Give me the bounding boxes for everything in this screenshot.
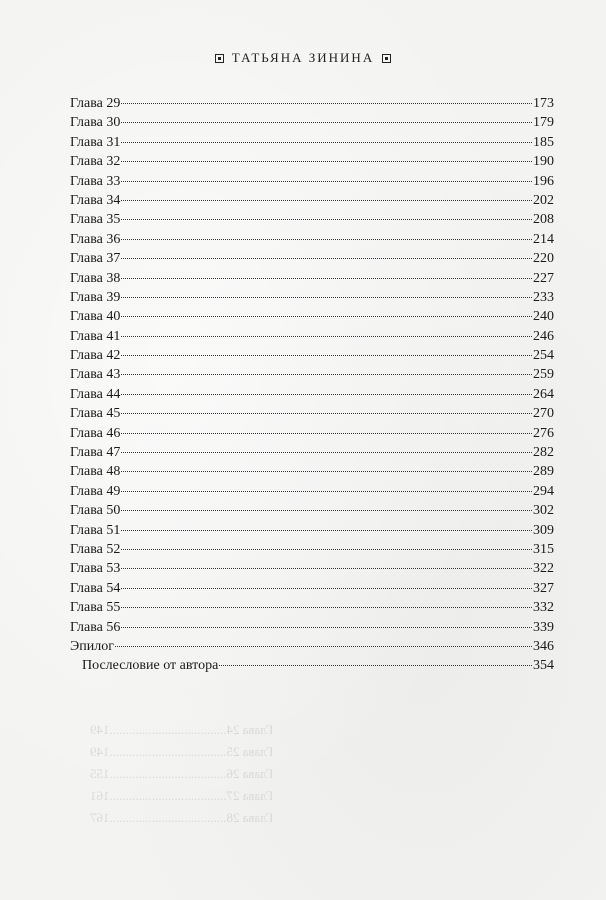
show-through-text: Глава 27....................................161 — [90, 788, 274, 803]
toc-entry-page: 354 — [533, 658, 554, 674]
dot-leader — [121, 491, 532, 492]
dot-leader — [121, 627, 532, 628]
toc-entry-page: 346 — [533, 638, 554, 654]
toc-entry-page: 327 — [533, 580, 554, 596]
toc-entry-page: 302 — [533, 503, 554, 519]
toc-entry — [70, 230, 554, 249]
toc-entry — [70, 443, 554, 462]
toc-entry-title: Глава 33 — [70, 173, 121, 189]
toc-entry-title: Глава 46 — [70, 425, 121, 441]
ornament-icon — [215, 54, 224, 63]
toc-entry-page: 254 — [533, 348, 554, 364]
toc-entry — [70, 346, 554, 365]
toc-entry-title: Глава 32 — [70, 154, 121, 170]
toc-entry-title: Глава 52 — [70, 541, 121, 557]
toc-entry-page: 185 — [533, 134, 554, 150]
toc-entry — [70, 501, 554, 520]
toc-entry-title: Глава 56 — [70, 619, 121, 635]
toc-entry-page: 227 — [533, 270, 554, 286]
toc-entry-title: Глава 44 — [70, 386, 121, 402]
ornament-icon — [382, 54, 391, 63]
toc-entry — [70, 579, 554, 598]
toc-entry — [70, 462, 554, 481]
toc-entry — [70, 521, 554, 540]
toc-entry — [70, 269, 554, 288]
toc-entry — [70, 133, 554, 152]
toc-entry-page: 259 — [533, 367, 554, 383]
show-through-text: Глава 26....................................155 — [90, 766, 274, 781]
toc-entry — [70, 172, 554, 191]
dot-leader — [121, 239, 532, 240]
toc-entry-title: Глава 31 — [70, 134, 121, 150]
toc-entry-title: Глава 47 — [70, 445, 121, 461]
toc-entry — [70, 94, 554, 113]
dot-leader — [121, 181, 532, 182]
dot-leader — [121, 316, 532, 317]
toc-entry — [70, 365, 554, 384]
toc-entry-title: Глава 53 — [70, 561, 121, 577]
dot-leader — [121, 122, 532, 123]
toc-entry-page: 214 — [533, 231, 554, 247]
toc-entry-title: Глава 49 — [70, 483, 121, 499]
toc-entry-page: 309 — [533, 522, 554, 538]
table-of-contents — [70, 94, 554, 676]
toc-entry-title: Глава 41 — [70, 328, 121, 344]
dot-leader — [121, 588, 532, 589]
toc-entry — [70, 327, 554, 346]
toc-entry-title: Глава 42 — [70, 348, 121, 364]
toc-entry-title: Глава 29 — [70, 96, 121, 111]
toc-entry-page: 322 — [533, 561, 554, 577]
show-through-text: Глава 28....................................167 — [90, 810, 274, 825]
toc-entry-page: 294 — [533, 483, 554, 499]
toc-entry — [70, 482, 554, 501]
toc-entry-title: Глава 38 — [70, 270, 121, 286]
toc-entry — [70, 385, 554, 404]
dot-leader — [121, 568, 532, 569]
toc-entry-title: Глава 40 — [70, 309, 121, 325]
toc-entry-page: 233 — [533, 289, 554, 305]
toc-entry-page: 202 — [533, 192, 554, 208]
dot-leader — [115, 646, 532, 647]
toc-entry-title: Глава 30 — [70, 115, 121, 131]
toc-entry-page: 220 — [533, 251, 554, 267]
toc-entry-page: 208 — [533, 212, 554, 228]
toc-entry-title: Глава 35 — [70, 212, 121, 228]
toc-entry-page: 339 — [533, 619, 554, 635]
toc-entry-page: 276 — [533, 425, 554, 441]
dot-leader — [121, 374, 532, 375]
dot-leader — [121, 278, 532, 279]
toc-entry — [70, 618, 554, 637]
dot-leader — [121, 103, 532, 104]
dot-leader — [121, 394, 532, 395]
toc-entry-page: 332 — [533, 600, 554, 616]
toc-entry-page: 264 — [533, 386, 554, 402]
toc-entry-title: Эпилог — [70, 638, 114, 654]
toc-entry-page: 282 — [533, 445, 554, 461]
dot-leader — [121, 161, 532, 162]
dot-leader — [219, 665, 532, 666]
toc-entry — [70, 288, 554, 307]
toc-entry-page: 179 — [533, 115, 554, 131]
dot-leader — [121, 297, 532, 298]
dot-leader — [121, 413, 532, 414]
show-through-text: Глава 25....................................149 — [90, 744, 274, 759]
dot-leader — [121, 336, 532, 337]
dot-leader — [121, 607, 532, 608]
running-header — [0, 50, 606, 66]
toc-entry-title: Глава 39 — [70, 289, 121, 305]
dot-leader — [121, 471, 532, 472]
toc-entry-page: 270 — [533, 406, 554, 422]
toc-entry-title: Послесловие от автора — [82, 658, 219, 674]
toc-entry-page: 196 — [533, 173, 554, 189]
dot-leader — [121, 549, 532, 550]
toc-entry-title: Глава 45 — [70, 406, 121, 422]
show-through-text: Глава 24....................................149 — [90, 722, 274, 737]
toc-entry-title: Глава 36 — [70, 231, 121, 247]
toc-entry — [70, 404, 554, 423]
toc-entry-title: Глава 34 — [70, 192, 121, 208]
author-name: ТАТЬЯНА ЗИНИНА — [231, 50, 375, 65]
toc-entry — [70, 113, 554, 132]
dot-leader — [121, 530, 532, 531]
toc-entry — [70, 656, 554, 675]
toc-entry — [70, 210, 554, 229]
toc-entry — [70, 424, 554, 443]
toc-entry — [70, 307, 554, 326]
dot-leader — [121, 452, 532, 453]
toc-entry-title: Глава 51 — [70, 522, 121, 538]
toc-entry-title: Глава 43 — [70, 367, 121, 383]
toc-entry-page: 315 — [533, 541, 554, 557]
toc-entry — [70, 598, 554, 617]
dot-leader — [121, 219, 532, 220]
toc-entry-page: 240 — [533, 309, 554, 325]
dot-leader — [121, 510, 532, 511]
toc-entry-page: 173 — [533, 96, 554, 111]
toc-entry — [70, 152, 554, 171]
dot-leader — [121, 142, 532, 143]
dot-leader — [121, 200, 532, 201]
toc-entry-title: Глава 48 — [70, 464, 121, 480]
toc-entry — [70, 637, 554, 656]
dot-leader — [121, 355, 532, 356]
toc-entry — [70, 249, 554, 268]
toc-entry-page: 190 — [533, 154, 554, 170]
toc-entry-title: Глава 54 — [70, 580, 121, 596]
toc-entry-page: 246 — [533, 328, 554, 344]
dot-leader — [121, 258, 532, 259]
toc-entry — [70, 540, 554, 559]
toc-entry-page: 289 — [533, 464, 554, 480]
toc-entry — [70, 559, 554, 578]
toc-entry-title: Глава 55 — [70, 600, 121, 616]
toc-entry — [70, 191, 554, 210]
toc-entry-title: Глава 37 — [70, 251, 121, 267]
toc-entry-title: Глава 50 — [70, 503, 121, 519]
dot-leader — [121, 433, 532, 434]
